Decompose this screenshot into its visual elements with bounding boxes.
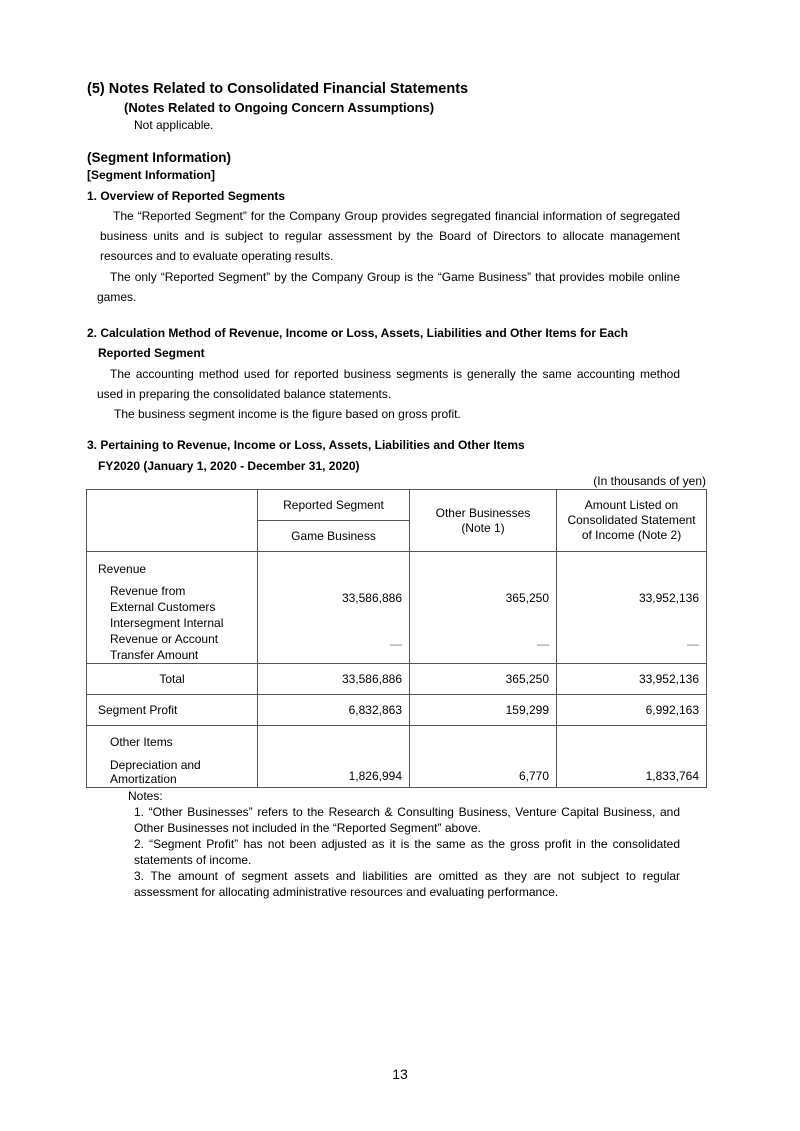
section2-title-line1: 2. Calculation Method of Revenue, Income or Loss, Assets, Liabilities and Other Items for Each	[87, 326, 629, 340]
other-revenue-cell	[410, 552, 557, 664]
section1-p1-line3: resources and to evaluate operating results.	[100, 249, 334, 263]
section1-p1-line1: The “Reported Segment” for the Company Group provides segregated financial information of segregated	[113, 209, 680, 223]
other-rev-intersegment: —	[537, 637, 549, 651]
other-depreciation: 6,770	[410, 726, 557, 788]
game-profit: 6,832,863	[258, 695, 410, 726]
profit-label: Segment Profit	[87, 695, 258, 726]
segment-info-title: (Segment Information)	[87, 150, 231, 165]
page-number: 13	[392, 1066, 408, 1082]
amount-rev-intersegment: —	[687, 637, 699, 651]
amount-depreciation: 1,833,764	[557, 726, 707, 788]
segment-info-subtitle: [Segment Information]	[87, 168, 215, 182]
section-title: (5) Notes Related to Consolidated Financial Statements	[87, 81, 469, 97]
other-rev-external: 365,250	[505, 591, 549, 605]
going-concern-title: (Notes Related to Ongoing Concern Assumptions)	[124, 100, 435, 115]
section1-p1-line2: business units and is subject to regular assessment by the Board of Directors to allocate management	[100, 229, 680, 243]
header-game-business: Game Business	[258, 521, 410, 552]
other-items-cell	[87, 726, 258, 788]
section3-period: FY2020 (January 1, 2020 ‐ December 31, 2020)	[98, 459, 360, 473]
segment-table	[86, 489, 707, 788]
note3-line2: assessment for allocating administrative resources and evaluating performance.	[134, 885, 559, 899]
note2-line2: statements of income.	[134, 853, 252, 867]
revenue-label-cell	[87, 552, 258, 664]
other-total: 365,250	[410, 664, 557, 695]
amount-revenue-cell	[557, 552, 707, 664]
revenue-label: Revenue	[98, 562, 147, 576]
unit-label: (In thousands of yen)	[593, 474, 706, 488]
section1-p2-line1: The only “Reported Segment” by the Company Group is the “Game Business” that provides mobile online	[110, 270, 680, 284]
note1-line1: 1. “Other Businesses” refers to the Research & Consulting Business, Venture Capital Business, and	[134, 805, 680, 819]
note2-line1: 2. “Segment Profit” has not been adjusted as it is the same as the gross profit in the consolidated	[134, 837, 680, 851]
depreciation-label: Depreciation and Amortization	[110, 758, 201, 786]
header-empty-cell	[87, 490, 258, 552]
rev-external-label: Revenue from External Customers	[110, 584, 216, 614]
game-depreciation: 1,826,994	[258, 726, 410, 788]
section2-p1-line1: The accounting method used for reported business segments is generally the same accounting method	[110, 367, 680, 381]
note3-line1: 3. The amount of segment assets and liabilities are omitted as they are not subject to regular	[134, 869, 680, 883]
game-revenue-cell	[258, 552, 410, 664]
section2-p1-line2: used in preparing the consolidated balance statements.	[97, 387, 392, 401]
amount-rev-external: 33,952,136	[638, 591, 699, 605]
section3-title: 3. Pertaining to Revenue, Income or Loss, Assets, Liabilities and Other Items	[87, 438, 525, 452]
section2-p2: The business segment income is the figure based on gross profit.	[114, 407, 461, 421]
rev-intersegment-label: Intersegment Internal Revenue or Account Transfer Amount	[110, 616, 224, 662]
section1-title: 1. Overview of Reported Segments	[87, 189, 286, 203]
section1-p2-line2: games.	[97, 290, 137, 304]
amount-profit: 6,992,163	[557, 695, 707, 726]
note1-line2: Other Businesses not included in the “Reported Segment” above.	[134, 821, 481, 835]
game-rev-external: 33,586,886	[341, 591, 402, 605]
header-amount-listed: Amount Listed on Consolidated Statement of Income (Note 2)	[557, 490, 707, 552]
other-profit: 159,299	[410, 695, 557, 726]
notes-title: Notes:	[128, 789, 163, 803]
game-rev-intersegment: —	[390, 637, 402, 651]
section2-title-line2: Reported Segment	[98, 346, 205, 360]
total-label: Total	[87, 664, 258, 695]
not-applicable-text: Not applicable.	[134, 118, 214, 132]
other-items-label: Other Items	[110, 735, 173, 749]
header-reported-segment: Reported Segment	[258, 490, 410, 521]
header-other-businesses: Other Businesses (Note 1)	[410, 490, 557, 552]
amount-total: 33,952,136	[557, 664, 707, 695]
game-total: 33,586,886	[258, 664, 410, 695]
